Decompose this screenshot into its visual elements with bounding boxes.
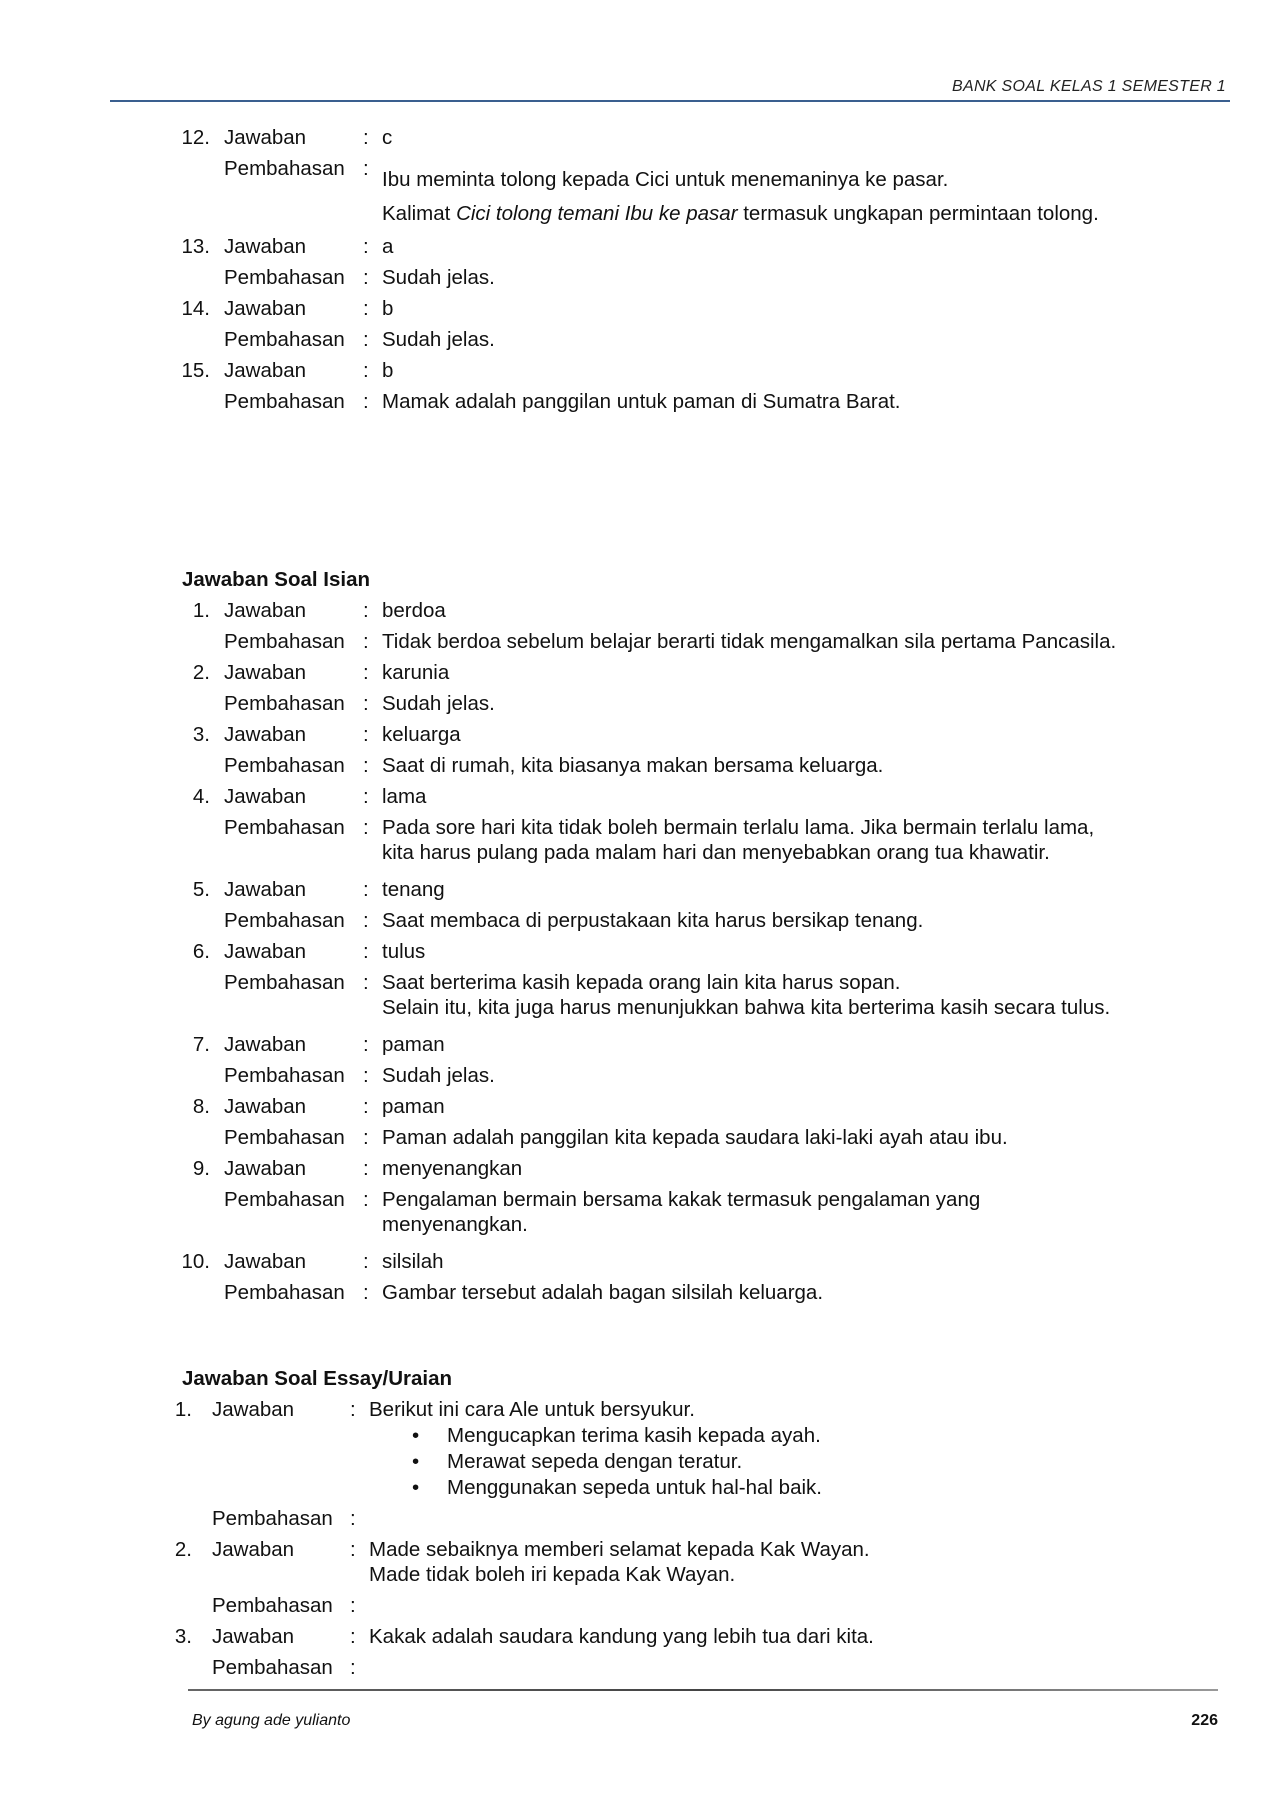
answer-value: tenang xyxy=(382,878,445,901)
pembahasan-label: Pembahasan xyxy=(224,1064,345,1087)
colon: : xyxy=(363,940,369,963)
pembahasan-label: Pembahasan xyxy=(224,971,345,994)
page-number: 226 xyxy=(1191,1712,1218,1729)
text-italic: Cici tolong temani Ibu ke pasar xyxy=(456,202,738,225)
answer-value: b xyxy=(382,297,394,320)
jawaban-label: Jawaban xyxy=(212,1625,295,1648)
colon: : xyxy=(363,1064,369,1087)
colon: : xyxy=(350,1507,356,1530)
colon: : xyxy=(363,692,369,715)
colon: : xyxy=(363,157,369,180)
answer-value: c xyxy=(382,126,393,149)
answer-value: Berikut ini cara Ale untuk bersyukur. xyxy=(369,1398,695,1421)
jawaban-label: Jawaban xyxy=(224,940,307,963)
footer-divider xyxy=(188,1689,1218,1691)
pembahasan-label: Pembahasan xyxy=(224,909,345,932)
item-number: 3. xyxy=(174,1625,192,1648)
pembahasan-label: Pembahasan xyxy=(224,630,345,653)
pembahasan-label: Pembahasan xyxy=(224,157,345,180)
item-number: 10. xyxy=(181,1250,210,1273)
answer-value: lama xyxy=(382,785,427,808)
item-number: 14. xyxy=(181,297,210,320)
pembahasan-text: Pada sore hari kita tidak boleh bermain terlalu lama. Jika bermain terlalu lama, xyxy=(382,816,1095,839)
item-number: 15. xyxy=(181,359,210,382)
colon: : xyxy=(363,1095,369,1118)
pembahasan-label: Pembahasan xyxy=(224,816,345,839)
pembahasan-label: Pembahasan xyxy=(212,1656,333,1679)
section-title-essay: Jawaban Soal Essay/Uraian xyxy=(182,1367,453,1390)
colon: : xyxy=(363,1033,369,1056)
item-number: 2. xyxy=(192,661,210,684)
colon: : xyxy=(363,723,369,746)
colon: : xyxy=(363,328,369,351)
item-number: 8. xyxy=(192,1095,210,1118)
bullet-text: Merawat sepeda dengan teratur. xyxy=(447,1450,743,1473)
colon: : xyxy=(363,1281,369,1304)
answer-value: karunia xyxy=(382,661,450,684)
pembahasan-label: Pembahasan xyxy=(212,1507,333,1530)
text-plain: Kalimat xyxy=(382,202,457,225)
item-number: 6. xyxy=(192,940,210,963)
section-title-isian: Jawaban Soal Isian xyxy=(182,568,370,591)
jawaban-label: Jawaban xyxy=(224,1033,307,1056)
colon: : xyxy=(363,1250,369,1273)
jawaban-label: Jawaban xyxy=(224,1095,307,1118)
jawaban-label: Jawaban xyxy=(224,126,307,149)
answer-value: silsilah xyxy=(382,1250,444,1273)
colon: : xyxy=(363,1188,369,1211)
colon: : xyxy=(363,785,369,808)
bullet-text: Menggunakan sepeda untuk hal-hal baik. xyxy=(447,1476,822,1499)
pembahasan-text: Tidak berdoa sebelum belajar berarti tidak mengamalkan sila pertama Pancasila. xyxy=(382,630,1117,653)
pembahasan-text: Sudah jelas. xyxy=(382,328,495,351)
answer-value: Kakak adalah saudara kandung yang lebih tua dari kita. xyxy=(369,1625,874,1648)
colon: : xyxy=(363,630,369,653)
colon: : xyxy=(350,1594,356,1617)
jawaban-label: Jawaban xyxy=(224,878,307,901)
pembahasan-text: Paman adalah panggilan kita kepada saudara laki-laki ayah atau ibu. xyxy=(382,1126,1008,1149)
pembahasan-text: Pengalaman bermain bersama kakak termasuk pengalaman yang xyxy=(382,1188,981,1211)
answer-value: paman xyxy=(382,1095,445,1118)
answer-value: Made sebaiknya memberi selamat kepada Kak Wayan. xyxy=(369,1538,870,1561)
jawaban-label: Jawaban xyxy=(212,1538,295,1561)
item-number: 2. xyxy=(174,1538,192,1561)
pembahasan-label: Pembahasan xyxy=(224,754,345,777)
pembahasan-text: menyenangkan. xyxy=(382,1213,528,1236)
jawaban-label: Jawaban xyxy=(212,1398,295,1421)
colon: : xyxy=(363,126,369,149)
pembahasan-label: Pembahasan xyxy=(224,1281,345,1304)
pembahasan-label: Pembahasan xyxy=(224,266,345,289)
item-number: 13. xyxy=(181,235,210,258)
answer-value: paman xyxy=(382,1033,445,1056)
pembahasan-text: Saat berterima kasih kepada orang lain kita harus sopan. xyxy=(382,971,901,994)
colon: : xyxy=(363,816,369,839)
answer-value: a xyxy=(382,235,394,258)
pembahasan-label: Pembahasan xyxy=(224,1188,345,1211)
colon: : xyxy=(363,599,369,622)
jawaban-label: Jawaban xyxy=(224,785,307,808)
colon: : xyxy=(363,1126,369,1149)
item-number: 1. xyxy=(192,599,210,622)
colon: : xyxy=(350,1398,356,1421)
jawaban-label: Jawaban xyxy=(224,235,307,258)
item-number: 9. xyxy=(192,1157,210,1180)
pembahasan-label: Pembahasan xyxy=(224,328,345,351)
answer-value: b xyxy=(382,359,394,382)
pembahasan-text: Sudah jelas. xyxy=(382,1064,495,1087)
colon: : xyxy=(363,266,369,289)
jawaban-label: Jawaban xyxy=(224,297,307,320)
colon: : xyxy=(363,390,369,413)
colon: : xyxy=(363,1157,369,1180)
colon: : xyxy=(363,754,369,777)
item-number: 7. xyxy=(192,1033,210,1056)
header-title: BANK SOAL KELAS 1 SEMESTER 1 xyxy=(952,78,1226,95)
jawaban-label: Jawaban xyxy=(224,723,307,746)
colon: : xyxy=(350,1625,356,1648)
bullet-dot: • xyxy=(412,1476,420,1499)
answer-value: tulus xyxy=(382,940,426,963)
pembahasan-label: Pembahasan xyxy=(224,1126,345,1149)
pembahasan-text: Saat membaca di perpustakaan kita harus bersikap tenang. xyxy=(382,909,924,932)
pembahasan-text: Selain itu, kita juga harus menunjukkan bahwa kita berterima kasih secara tulus. xyxy=(382,996,1111,1019)
item-number: 5. xyxy=(192,878,210,901)
pembahasan-label: Pembahasan xyxy=(224,692,345,715)
pembahasan-text: Gambar tersebut adalah bagan silsilah keluarga. xyxy=(382,1281,824,1304)
colon: : xyxy=(363,297,369,320)
answer-value: keluarga xyxy=(382,723,461,746)
jawaban-label: Jawaban xyxy=(224,1157,307,1180)
item-number: 1. xyxy=(174,1398,192,1421)
pembahasan-label: Pembahasan xyxy=(224,390,345,413)
answer-value: Made tidak boleh iri kepada Kak Wayan. xyxy=(369,1563,736,1586)
jawaban-label: Jawaban xyxy=(224,359,307,382)
item-number: 3. xyxy=(192,723,210,746)
colon: : xyxy=(363,971,369,994)
pembahasan-text: Mamak adalah panggilan untuk paman di Sumatra Barat. xyxy=(382,390,901,413)
item-number: 12. xyxy=(181,126,210,149)
colon: : xyxy=(350,1538,356,1561)
colon: : xyxy=(363,878,369,901)
text-plain: termasuk ungkapan permintaan tolong. xyxy=(737,202,1099,225)
answer-value: berdoa xyxy=(382,599,446,622)
pembahasan-text: Saat di rumah, kita biasanya makan bersama keluarga. xyxy=(382,754,884,777)
pembahasan-text xyxy=(382,201,1099,226)
pembahasan-text: Sudah jelas. xyxy=(382,266,495,289)
colon: : xyxy=(363,359,369,382)
bullet-dot: • xyxy=(412,1450,420,1473)
footer-author: By agung ade yulianto xyxy=(192,1712,351,1729)
pembahasan-text: Ibu meminta tolong kepada Cici untuk menemaninya ke pasar. xyxy=(382,168,949,191)
answer-value: menyenangkan xyxy=(382,1157,523,1180)
colon: : xyxy=(363,909,369,932)
bullet-text: Mengucapkan terima kasih kepada ayah. xyxy=(447,1424,821,1447)
colon: : xyxy=(350,1656,356,1679)
jawaban-label: Jawaban xyxy=(224,661,307,684)
colon: : xyxy=(363,661,369,684)
pembahasan-label: Pembahasan xyxy=(212,1594,333,1617)
bullet-dot: • xyxy=(412,1424,420,1447)
pembahasan-text: Sudah jelas. xyxy=(382,692,495,715)
jawaban-label: Jawaban xyxy=(224,599,307,622)
colon: : xyxy=(363,235,369,258)
jawaban-label: Jawaban xyxy=(224,1250,307,1273)
item-number: 4. xyxy=(192,785,210,808)
header-divider xyxy=(110,100,1230,102)
pembahasan-text: kita harus pulang pada malam hari dan menyebabkan orang tua khawatir. xyxy=(382,841,1050,864)
